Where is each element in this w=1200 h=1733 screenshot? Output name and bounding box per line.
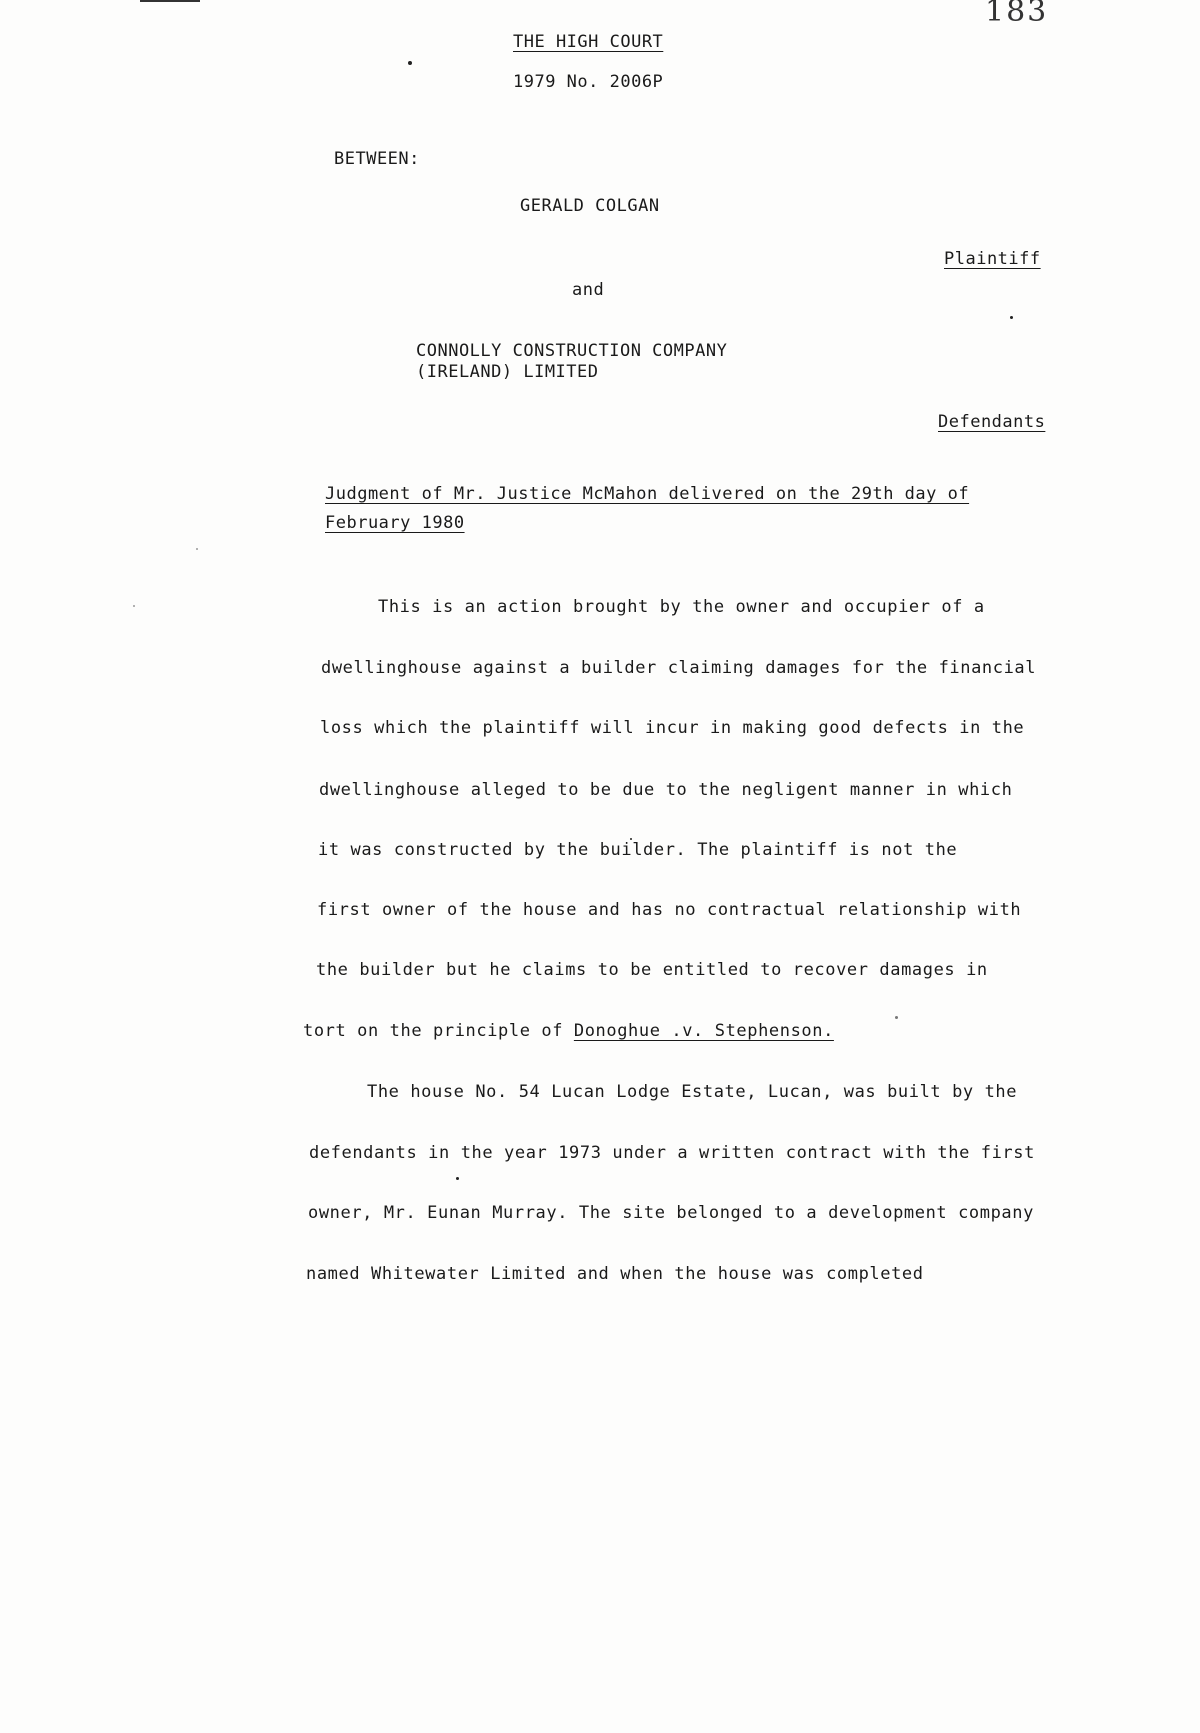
- scan-speck: [1010, 316, 1013, 319]
- body-line: owner, Mr. Eunan Murray. The site belonged to a development company: [308, 1203, 1034, 1223]
- defendant-name-line2: (IRELAND) LIMITED: [416, 362, 599, 382]
- scan-speck: [196, 548, 198, 550]
- body-line: dwellinghouse alleged to be due to the negligent manner in which: [319, 780, 1013, 800]
- defendant-role: Defendants: [938, 412, 1046, 432]
- court-title: THE HIGH COURT: [513, 32, 664, 52]
- case-citation: Donoghue .v. Stephenson.: [573, 1021, 834, 1041]
- body-line: defendants in the year 1973 under a written contract with the first: [309, 1143, 1035, 1163]
- body-line: first owner of the house and has no contractual relationship with: [317, 900, 1022, 920]
- case-number: 1979 No. 2006P: [513, 72, 664, 92]
- scan-artifact-dash: [140, 0, 200, 2]
- body-line: The house No. 54 Lucan Lodge Estate, Lucan, was built by the: [367, 1082, 1018, 1102]
- scan-speck: [133, 605, 135, 607]
- judgment-heading-line2: February 1980: [325, 513, 465, 533]
- defendant-name-line1: CONNOLLY CONSTRUCTION COMPANY: [416, 341, 728, 361]
- and-label: and: [572, 280, 605, 300]
- scan-speck: [456, 1177, 459, 1180]
- body-line: the builder but he claims to be entitled to recover damages in: [316, 960, 988, 980]
- plaintiff-name: GERALD COLGAN: [520, 196, 660, 216]
- handwritten-page-number: 183: [985, 0, 1049, 29]
- judgment-heading-line1: Judgment of Mr. Justice McMahon delivered on the 29th day of: [325, 484, 970, 504]
- scan-speck: [630, 838, 632, 840]
- body-line-prefix: tort on the principle of: [303, 1021, 574, 1041]
- body-line-final: [303, 1021, 834, 1041]
- body-line: named Whitewater Limited and when the house was completed: [306, 1264, 924, 1284]
- scan-speck: [408, 61, 412, 65]
- body-line: This is an action brought by the owner and occupier of a: [378, 597, 985, 617]
- scan-speck: [895, 1016, 898, 1019]
- between-label: BETWEEN:: [334, 149, 420, 169]
- body-line: it was constructed by the builder. The plaintiff is not the: [318, 840, 958, 860]
- body-line: dwellinghouse against a builder claiming damages for the financial: [321, 658, 1037, 678]
- plaintiff-role: Plaintiff: [944, 249, 1041, 269]
- body-line: loss which the plaintiff will incur in making good defects in the: [320, 718, 1025, 738]
